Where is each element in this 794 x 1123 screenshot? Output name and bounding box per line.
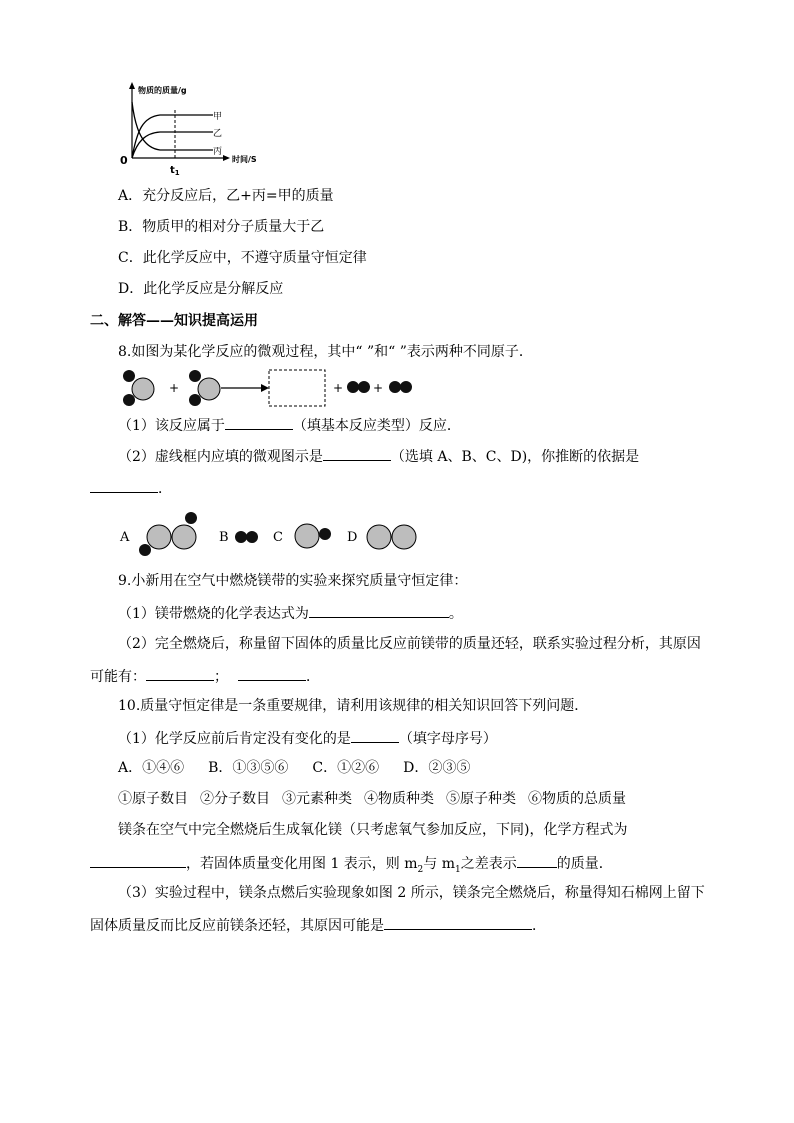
answer-blank[interactable]: [146, 665, 214, 681]
y-axis-label: 物质的质量/g: [138, 86, 187, 95]
answer-blank[interactable]: [90, 477, 158, 493]
q10-item: ⑥物质的总质量: [528, 791, 626, 807]
q7-option-a: A．充分反应后，乙+丙=甲的质量: [118, 188, 334, 204]
curve-jia: [132, 115, 213, 158]
reaction-arrow-head: [261, 384, 269, 392]
x-axis-arrow: [223, 155, 230, 161]
curve-bing: [132, 102, 213, 150]
q10-part1: （1）化学反应前后肯定没有变化的是 （填字母序号）: [118, 727, 497, 749]
q10-choice-c: C．①②⑥: [312, 760, 380, 776]
q10-choice-a: A．①④⑥: [118, 760, 185, 776]
q9-part1: （1）镁带燃烧的化学表达式为 。: [118, 602, 463, 624]
reactant2-small-atom: [189, 370, 201, 382]
reactant2-large-atom: [198, 378, 220, 400]
q8-part2: （2）虚线框内应填的微观图示是 （选填 A、B、C、D)，你推断的依据是: [118, 445, 639, 467]
q10-item: ③元素种类: [282, 791, 352, 807]
q10-part2: 镁条在空气中完全燃烧后生成氧化镁（只考虑氧气参加反应，下同)，化学方程式为: [118, 822, 628, 838]
q9-stem: 9.小新用在空气中燃烧镁带的实验来探究质量守恒定律：: [118, 573, 468, 589]
q7-option-c: C．此化学反应中，不遵守质量守恒定律: [118, 250, 367, 266]
q7-option-d: D．此化学反应是分解反应: [118, 281, 284, 297]
reaction-diagram: [115, 366, 425, 410]
option-d-large-atom: [392, 525, 416, 549]
q10-item: ①原子数目: [118, 791, 188, 807]
curve-yi: [132, 132, 213, 158]
option-b-label: B: [219, 530, 229, 545]
option-c-small-atom: [319, 528, 331, 540]
product-small-atom: [389, 381, 401, 393]
q10-choice-b: B．①③⑤⑥: [208, 760, 289, 776]
q7-option-b: B．物质甲的相对分子质量大于乙: [118, 219, 325, 235]
answer-blank[interactable]: [90, 852, 186, 868]
q10-part2-cont: ，若固体质量变化用图 1 表示，则 $m_2$与 $m_1$之差表示 的质量．: [90, 852, 613, 880]
option-a-large-atom: [147, 525, 171, 549]
q9-part2-cont: 可能有： ； ．: [90, 665, 320, 687]
q10-items: [118, 789, 626, 809]
option-d-label: D: [347, 530, 358, 545]
reactant1-large-atom: [132, 378, 154, 400]
section-heading: 二、解答——知识提高运用: [90, 313, 258, 329]
label-yi: 乙: [213, 129, 223, 139]
t1-label: $t_1$: [170, 165, 180, 177]
q8-stem: 8.如图为某化学反应的微观过程，其中“ ”和“ ”表示两种不同原子．: [118, 344, 533, 360]
q10-part3-cont: 固体质量反而比反应前镁条还轻，其原因可能是 ．: [90, 914, 546, 936]
answer-blank[interactable]: [309, 602, 449, 618]
answer-blank[interactable]: [238, 665, 306, 681]
q10-item: ④物质种类: [364, 791, 434, 807]
product-small-atom: [400, 381, 412, 393]
answer-blank[interactable]: [225, 414, 293, 430]
reactant1-small-atom: [123, 394, 135, 406]
product-small-atom: [347, 381, 359, 393]
label-bing: 丙: [213, 147, 223, 157]
option-b-small-atom: [235, 531, 247, 543]
plus-sign: +: [373, 381, 384, 395]
label-jia: 甲: [213, 112, 223, 122]
q10-part3: （3）实验过程中，镁条点燃后实验现象如图 2 所示，镁条完全燃烧后，称量得知石棉网上留下: [118, 885, 705, 901]
reactant2-small-atom: [189, 394, 201, 406]
q8-part1: （1）该反应属于 （填基本反应类型）反应．: [118, 414, 461, 436]
plus-sign: +: [333, 381, 344, 395]
q10-stem: 10.质量守恒定律是一条重要规律，请利用该规律的相关知识回答下列问题．: [118, 698, 589, 714]
option-a-small-atom: [185, 512, 197, 524]
option-a-small-atom: [139, 544, 151, 556]
product-small-atom: [358, 381, 370, 393]
answer-blank[interactable]: [384, 914, 532, 930]
option-d-large-atom: [367, 525, 391, 549]
answer-blank[interactable]: [323, 445, 391, 461]
x-axis-label: 时间/S: [232, 155, 257, 164]
option-a-large-atom: [172, 525, 196, 549]
q8-options-diagram: [115, 508, 425, 558]
dashed-answer-box: [269, 370, 325, 406]
option-a-label: A: [120, 530, 130, 545]
option-b-small-atom: [246, 531, 258, 543]
reactant1-small-atom: [123, 370, 135, 382]
q10-item: ②分子数目: [200, 791, 270, 807]
answer-blank[interactable]: [517, 852, 557, 868]
mass-time-graph: [115, 80, 275, 180]
answer-blank[interactable]: [351, 727, 399, 743]
q10-item: ⑤原子种类: [446, 791, 516, 807]
plus-sign: +: [169, 381, 180, 395]
q9-part2: （2）完全燃烧后，称量留下固体的质量比反应前镁带的质量还轻，联系实验过程分析，其原因: [118, 636, 701, 652]
y-axis-arrow: [129, 82, 135, 89]
q10-choices: [118, 758, 470, 778]
option-c-large-atom: [295, 524, 319, 548]
q10-choice-d: D．②③⑤: [403, 760, 471, 776]
q8-part2-cont: ．: [90, 477, 172, 499]
origin-label: 0: [120, 154, 128, 167]
option-c-label: C: [273, 530, 283, 545]
